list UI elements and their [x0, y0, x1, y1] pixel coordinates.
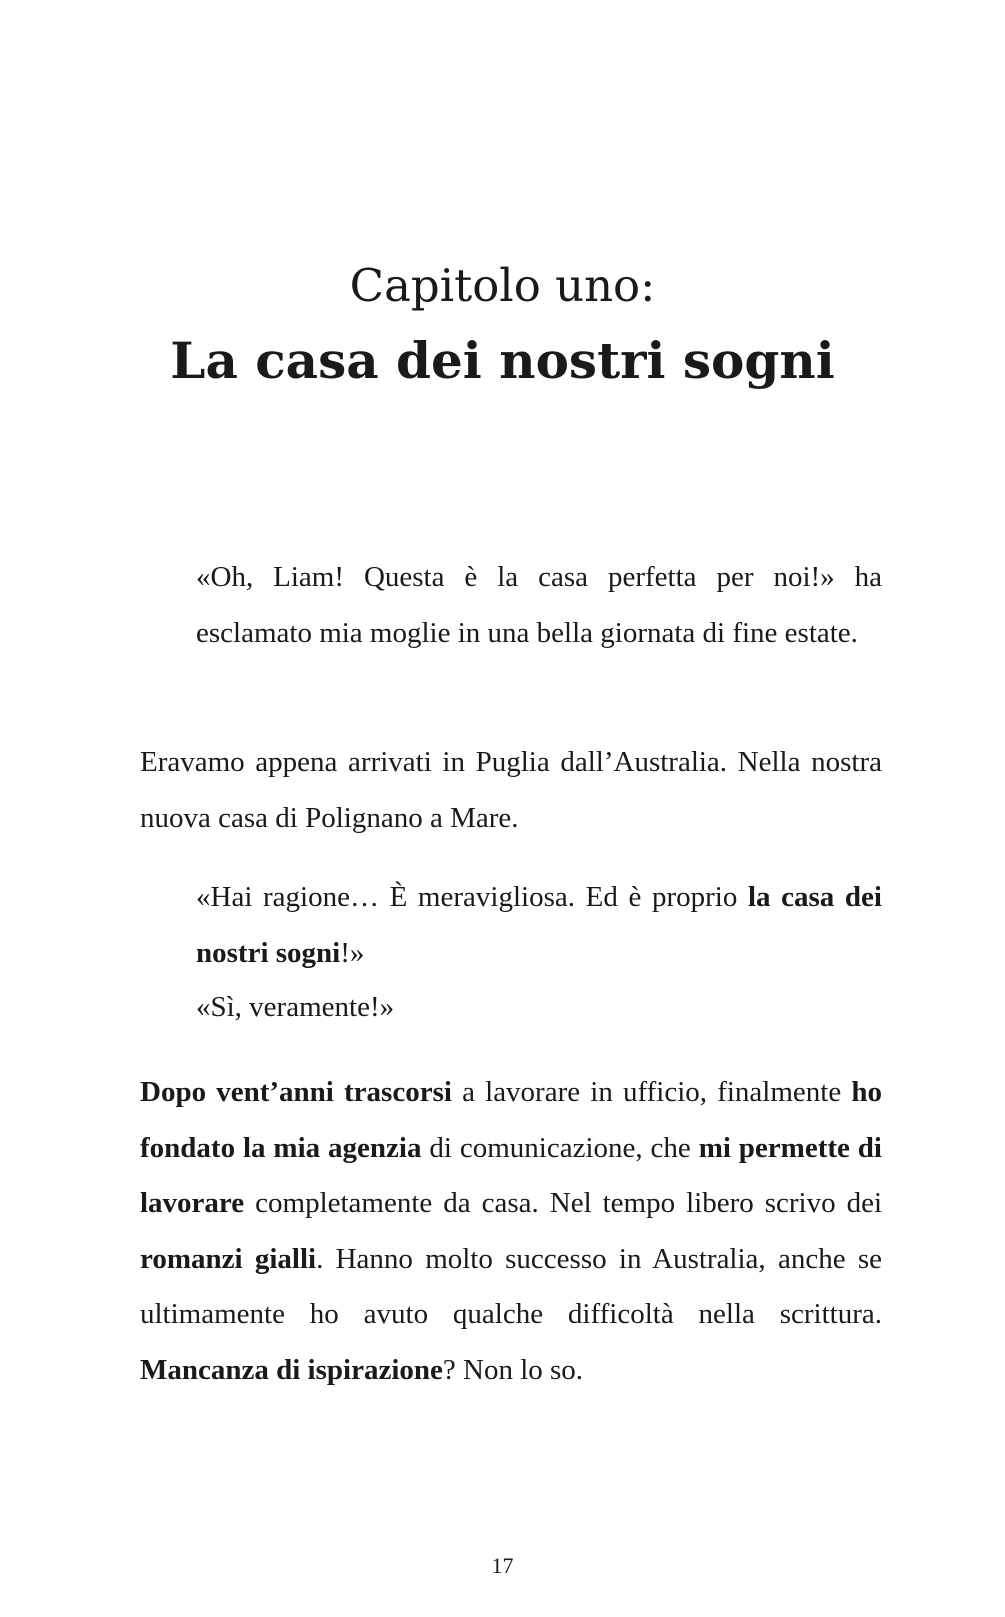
chapter-label: Capitolo uno:: [349, 259, 656, 312]
narration-2-bold-1: Dopo vent’anni trascorsi: [140, 1076, 452, 1108]
page-number: 17: [491, 1553, 514, 1578]
paragraph-dialogue-3: «Sì, veramente!»: [196, 991, 395, 1023]
narration-2-text-2: di comunicazione, che: [421, 1131, 699, 1164]
narration-2-bold-3: mi permette di lavorare: [140, 1131, 882, 1219]
narration-2-bold-4: romanzi gialli: [140, 1242, 317, 1275]
narration-2-text-5: ? Non lo so.: [442, 1353, 584, 1386]
dialogue-2-text-end: !»: [340, 936, 365, 969]
paragraph-narration-1: Eravamo appena arrivati in Puglia dall’Australia. Nella nostra nuova casa di Polignano a Mare.: [140, 746, 882, 834]
narration-2-text-3: completamente da casa. Nel tempo libero scrivo dei: [244, 1187, 882, 1219]
narration-2-text-4: . Hanno molto successo in Australia, anche se ultimamente ho avuto qualche difficoltà nella scrittura.: [140, 1242, 882, 1330]
narration-2-bold-5: Mancanza di ispirazione: [140, 1353, 443, 1386]
paragraph-dialogue-2: [196, 870, 882, 981]
narration-2-bold-2: ho fondato la mia agenzia: [140, 1076, 882, 1164]
paragraph-narration-2: [140, 1065, 882, 1398]
paragraph-dialogue-1: «Oh, Liam! Questa è la casa perfetta per noi!» ha esclamato mia moglie in una bella giornata di fine estate.: [196, 561, 882, 649]
dialogue-2-text-start: «Hai ragione… È meravigliosa. Ed è proprio: [196, 881, 748, 913]
narration-2-text-1: a lavorare in ufficio, finalmente: [451, 1076, 852, 1108]
dialogue-2-bold-phrase: la casa dei nostri sogni: [196, 881, 882, 969]
chapter-title: La casa dei nostri sogni: [170, 331, 835, 390]
